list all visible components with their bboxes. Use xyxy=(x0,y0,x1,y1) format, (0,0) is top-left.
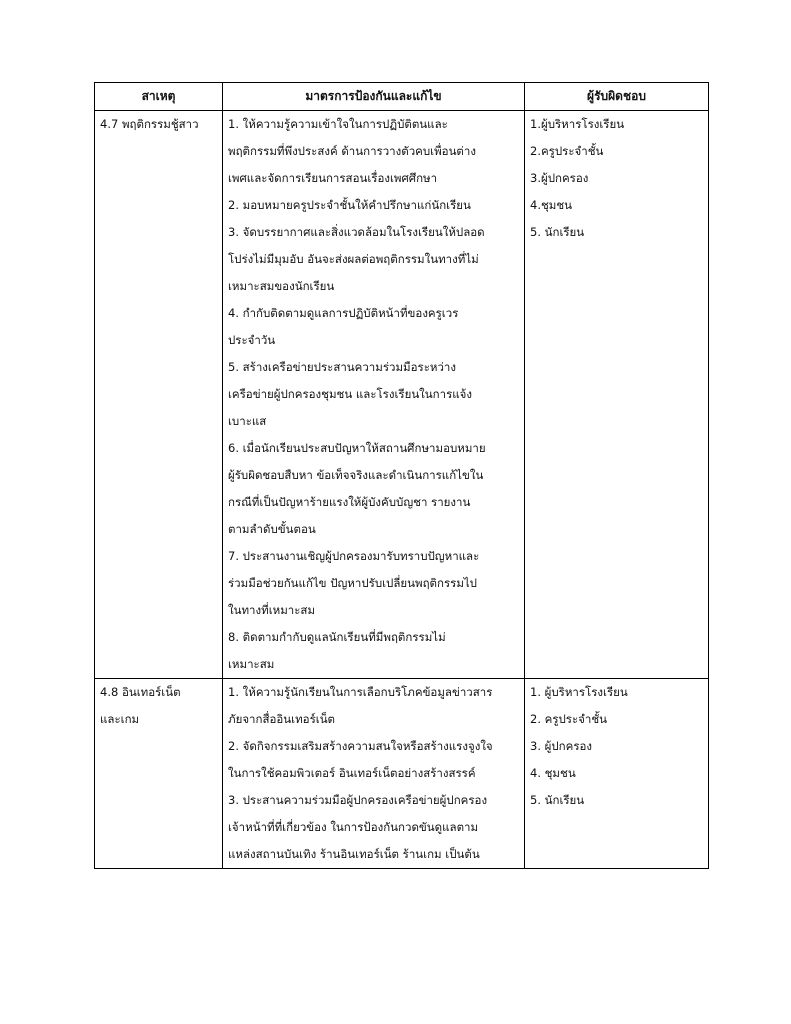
measure-line: เบาะแส xyxy=(228,414,267,428)
measure-line: 1. ให้ความรู้นักเรียนในการเลือกบริโภคข้อมูลข่าวสาร xyxy=(228,685,493,699)
responsible-line: 4.ชุมชน xyxy=(530,198,573,212)
responsible-line: 5. นักเรียน xyxy=(530,225,585,239)
measure-line: 2. มอบหมายครูประจำชั้นให้คำปรึกษาแก่นักเรียน xyxy=(228,198,471,212)
responsible-line: 3.ผู้ปกครอง xyxy=(530,171,589,185)
measure-line: 5. สร้างเครือข่ายประสานความร่วมมือระหว่าง xyxy=(228,360,457,374)
cause-line: 4.7 พฤติกรรมชู้สาว xyxy=(100,117,199,131)
measure-line: ในการใช้คอมพิวเตอร์ อินเทอร์เน็ตอย่างสร้างสรรค์ xyxy=(228,766,476,780)
measure-line: ผู้รับผิดชอบสืบหา ข้อเท็จจริงและดำเนินการแก้ไขใน xyxy=(228,468,484,482)
responsible-line: 2. ครูประจำชั้น xyxy=(530,712,608,726)
measure-line: ภัยจากสื่ออินเทอร์เน็ต xyxy=(228,712,336,726)
measure-line: ในทางที่เหมาะสม xyxy=(228,603,316,617)
measure-line: 6. เมื่อนักเรียนประสบปัญหาให้สถานศึกษามอบหมาย xyxy=(228,441,486,455)
measure-line: พฤติกรรมที่พึงประสงค์ ด้านการวางตัวคบเพื่อนต่าง xyxy=(228,144,476,158)
cause-cell xyxy=(95,111,223,679)
responsible-line: 5. นักเรียน xyxy=(530,793,585,807)
measure-line: 8. ติดตามกำกับดูแลนักเรียนที่มีพฤติกรรมไม่ xyxy=(228,630,446,644)
measure-line: แหล่งสถานบันเทิง ร้านอินเทอร์เน็ต ร้านเกม เป็นต้น xyxy=(228,847,480,861)
responsible-cell xyxy=(525,679,709,869)
measure-line: เหมาะสม xyxy=(228,657,275,671)
header-cause: สาเหตุ xyxy=(95,83,223,111)
measure-line: 4. กำกับติดตามดูแลการปฏิบัติหน้าที่ของครูเวร xyxy=(228,306,459,320)
measure-line: กรณีที่เป็นปัญหาร้ายแรงให้ผู้บังคับบัญชา รายงาน xyxy=(228,495,471,509)
header-measures: มาตรการป้องกันและแก้ไข xyxy=(223,83,525,111)
cause-cell xyxy=(95,679,223,869)
table-row xyxy=(95,111,709,679)
measures-table xyxy=(94,82,709,869)
measures-cell xyxy=(223,679,525,869)
measures-cell xyxy=(223,111,525,679)
measure-line: 2. จัดกิจกรรมเสริมสร้างความสนใจหรือสร้างแรงจูงใจ xyxy=(228,739,493,753)
measure-line: 3. จัดบรรยากาศและสิ่งแวดล้อมในโรงเรียนให้ปลอด xyxy=(228,225,485,239)
table-row xyxy=(95,679,709,869)
measure-line: 1. ให้ความรู้ความเข้าใจในการปฏิบัติตนและ xyxy=(228,117,448,131)
responsible-cell xyxy=(525,111,709,679)
responsible-line: 1. ผู้บริหารโรงเรียน xyxy=(530,685,628,699)
responsible-line: 2.ครูประจำชั้น xyxy=(530,144,604,158)
cause-line: 4.8 อินเทอร์เน็ต xyxy=(100,685,181,699)
measure-line: โปร่งไม่มีมุมอับ อันจะส่งผลต่อพฤติกรรมในทางที่ไม่ xyxy=(228,252,479,266)
measure-line: 3. ประสานความร่วมมือผู้ปกครองเครือข่ายผู้ปกครอง xyxy=(228,793,488,807)
measure-line: เพศและจัดการเรียนการสอนเรื่องเพศศึกษา xyxy=(228,171,438,185)
measure-line: ร่วมมือช่วยกันแก้ไข ปัญหาปรับเปลี่ยนพฤติกรรมไป xyxy=(228,576,477,590)
responsible-line: 4. ชุมชน xyxy=(530,766,576,780)
responsible-line: 1.ผู้บริหารโรงเรียน xyxy=(530,117,625,131)
responsible-line: 3. ผู้ปกครอง xyxy=(530,739,593,753)
measure-line: เหมาะสมของนักเรียน xyxy=(228,279,335,293)
measure-line: เจ้าหน้าที่ที่เกี่ยวข้อง ในการป้องกันกวดขันดูแลตาม xyxy=(228,820,479,834)
header-responsible: ผู้รับผิดชอบ xyxy=(525,83,709,111)
table-header-row xyxy=(95,83,709,111)
measure-line: เครือข่ายผู้ปกครองชุมชน และโรงเรียนในการแจ้ง xyxy=(228,387,473,401)
cause-line: และเกม xyxy=(100,712,140,726)
measure-line: 7. ประสานงานเชิญผู้ปกครองมารับทราบปัญหาและ xyxy=(228,549,480,563)
measure-line: ประจำวัน xyxy=(228,333,276,347)
measure-line: ตามลำดับขั้นตอน xyxy=(228,522,316,536)
